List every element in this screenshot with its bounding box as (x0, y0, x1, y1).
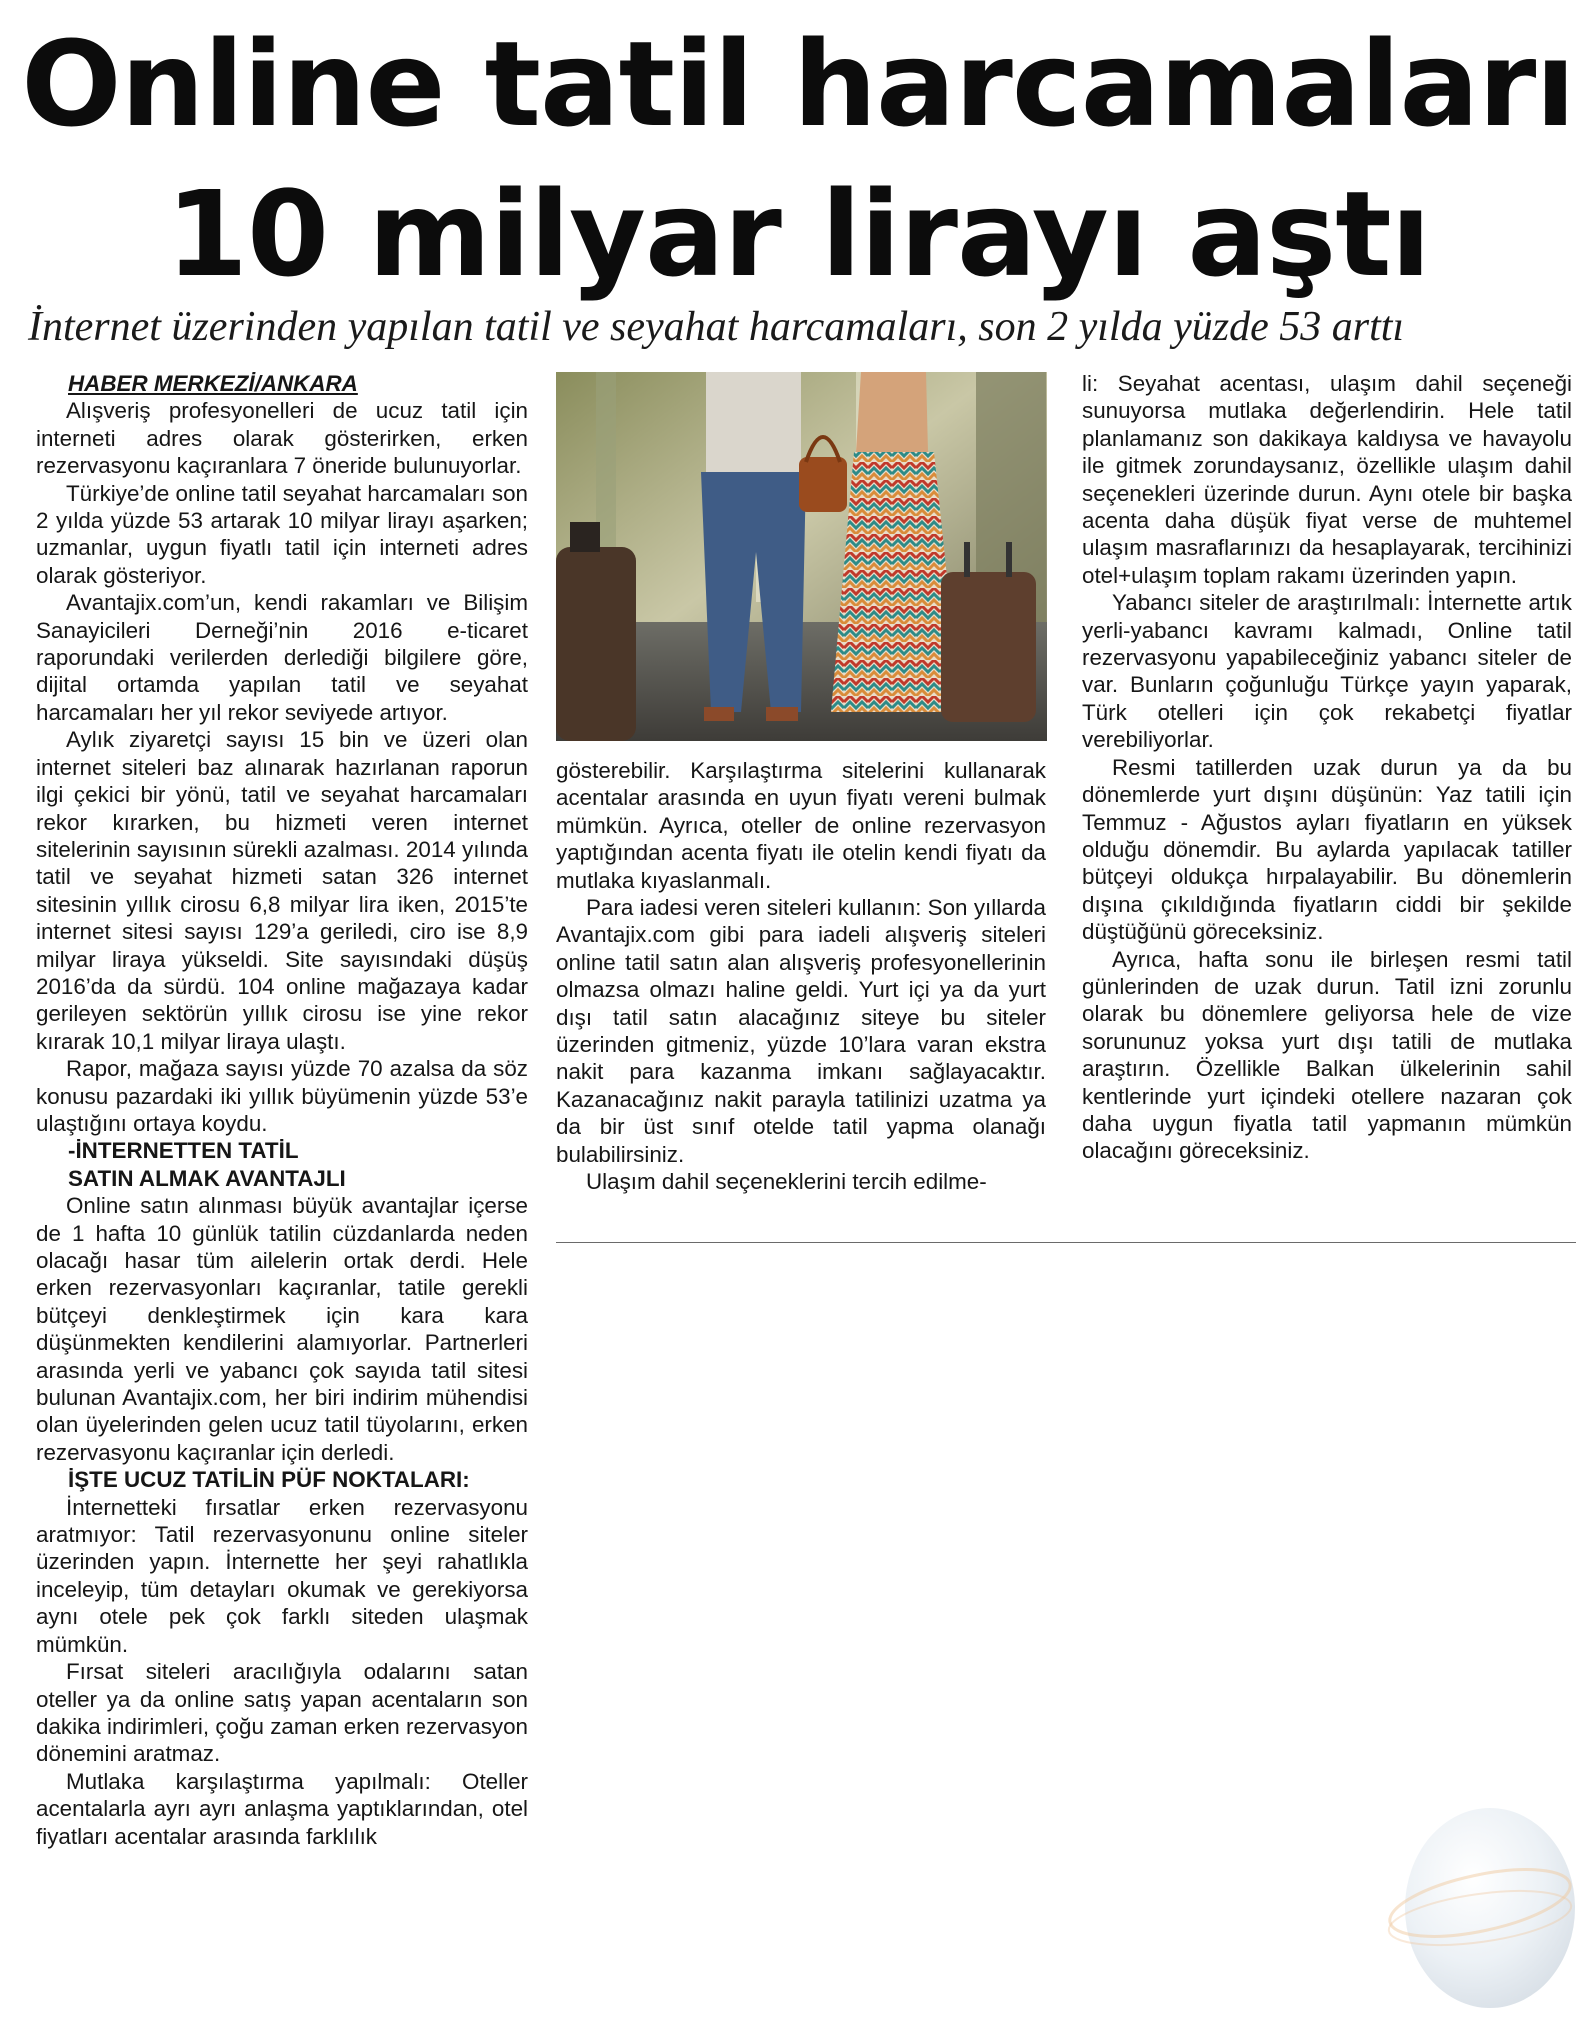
article-column-3 (1082, 370, 1572, 1165)
paragraph: Yabancı siteler de araştırılmalı: İnternette artık yerli-yabancı kavramı kalmadı, Online tatil rezervasyonu yapabileceğiniz yabancı siteler de var. Bunların çoğunluğu Türkçe yayın yaparak, Türk otelleri için çok rekabetçi fiyatlar verebiliyorlar. (1082, 590, 1572, 753)
byline: HABER MERKEZİ/ANKARA (68, 371, 358, 396)
headline-line-1: Online tatil harcamaları (21, 15, 1575, 153)
headline-line-2: 10 milyar lirayı aştı (165, 165, 1431, 303)
paragraph: Avantajix.com’un, kendi rakamları ve Bilişim Sanayicileri Derneği’nin 2016 e-ticaret raporundaki verilerden derlediği bilgilere göre, dijital ortamda yapılan tatil ve seyahat harcamaları her yıl rekor seviyede artıyor. (36, 590, 528, 725)
paragraph: Alışveriş profesyonelleri de ucuz tatil için interneti adres olarak gösterirken, erken rezervasyonu kaçıranlara 7 öneride bulunuyorlar. (36, 398, 528, 479)
article-column-2 (556, 757, 1046, 1196)
article-column-1 (36, 370, 528, 1850)
paragraph: gösterebilir. Karşılaştırma sitelerini kullanarak acentalar arasında en uyun fiyatı vereni bulmak mümkün. Ayrıca, oteller de online rezervasyon yaptığından acenta fiyatı ile otelin kendi fiyatı da mutlaka kıyaslanmalı. (556, 758, 1046, 893)
paragraph: Fırsat siteleri aracılığıyla odalarını satan oteller ya da online satış yapan acentaların son dakika indirimleri, çoğu zaman erken rezervasyon dönemini aratmaz. (36, 1659, 528, 1767)
paragraph: Para iadesi veren siteleri kullanın: Son yıllarda Avantajix.com gibi para iadeli alışveriş siteleri online tatil satın alan alışveriş profesyonellerinin olmazsa olmazı haline geldi. Yurt içi ya da yurt dışı tatil satın alacağınız siteye bu siteler üzerinden gitmeniz, yüzde 10’lara varan ekstra nakit para kazanma imkanı sağlayacaktır. Kazanacağınız nakit parayla tatilinizi uzatma ya da bir üst sınıf otelde tatil yapma olanağı bulabilirsiniz. (556, 895, 1046, 1167)
paragraph: Online satın alınması büyük avantajlar içerse de 1 hafta 10 günlük tatilin cüzdanlarda neden olacağı hasar tüm ailelerin ortak derdi. Hele erken rezervasyonları kaçıranlar, tatile gerekli bütçeyi denkleştirmek için kara kara düşünmekten kendilerini alamıyorlar. Partnerleri arasında yerli ve yabancı çok sayıda tatil sitesi bulunan Avantajix.com, her biri indirim mühendisi olan üyelerinden gelen ucuz tatil tüyolarını, erken rezervasyonu kaçıranlar için derledi. (36, 1193, 528, 1465)
travelers-with-suitcases-photo (556, 372, 1047, 741)
paragraph: İnternetteki fırsatlar erken rezervasyonu aratmıyor: Tatil rezervasyonunu online siteler üzerinden yapın. İnternette her şeyi rahatlıkla inceleyip, tüm detayları okumak ve gerekiyorsa aynı otele pek çok farklı siteden ulaşmak mümkün. (36, 1494, 528, 1657)
subheadline: İnternet üzerinden yapılan tatil ve seyahat harcamaları, son 2 yılda yüzde 53 arttı (28, 304, 1405, 350)
paragraph: Mutlaka karşılaştırma yapılmalı: Oteller acentalarla ayrı ayrı anlaşma yaptıklarından, otel fiyatları acentalar arasında farklılık (36, 1768, 528, 1849)
globe-watermark-icon (1385, 1798, 1575, 2018)
section-subheading: SATIN ALMAK AVANTAJLI (68, 1165, 346, 1191)
paragraph: Ayrıca, hafta sonu ile birleşen resmi tatil günlerinden de uzak durun. Tatil izni zorunlu olarak bu dönemlere geliyorsa hele de vize sorununuz yoksa yurt dışı tatili de mutlaka araştırın. Özellikle Balkan ülkelerinin sahil kentlerinde yurt içindeki otellere nazaran çok daha uygun fiyatla tatil yapmanın mümkün olacağını göreceksiniz. (1082, 946, 1572, 1164)
section-subheading: İŞTE UCUZ TATİLİN PÜF NOKTALARI: (68, 1467, 470, 1493)
column-end-divider (556, 1242, 1576, 1243)
paragraph: Türkiye’de online tatil seyahat harcamaları son 2 yılda yüzde 53 artarak 10 milyar lirayı aşarken; uzmanlar, uygun fiyatlı tatil için interneti adres olarak gösteriyor. (36, 480, 528, 588)
section-subheading: -İNTERNETTEN TATİL (68, 1138, 299, 1164)
paragraph: Resmi tatillerden uzak durun ya da bu dönemlerde yurt dışını düşünün: Yaz tatili için Temmuz - Ağustos ayları fiyatların en yüksek olduğu dönemdir. Bu aylarda yapılacak tatiller bütçeyi oldukça hırpalayabilir. Bu dönemlerin dışına çıkıldığında fiyatların ciddi bir şekilde düştüğünü göreceksiniz. (1082, 754, 1572, 945)
paragraph: Ulaşım dahil seçeneklerini tercih edilme- (586, 1169, 987, 1195)
paragraph: Rapor, mağaza sayısı yüzde 70 azalsa da söz konusu pazardaki iki yıllık büyümenin yüzde 53’e ulaştığını ortaya koydu. (36, 1056, 528, 1136)
paragraph: Aylık ziyaretçi sayısı 15 bin ve üzeri olan internet siteleri baz alınarak hazırlanan raporun ilgi çekici bir yönü, tatil ve seyahat harcamaları rekor kırarken, bu hizmeti veren internet sitelerinin sayısının sürekli azalması. 2014 yılında tatil ve seyahat hizmeti satan 326 internet sitesinin yıllık cirosu 6,8 milyar lira iken, 2015’te internet sitesi sayısı 129’a geriledi, ciro ise 8,9 milyar liraya yükseldi. Site sayısındaki düşüş 2016’da da sürdü. 104 online mağazaya kadar gerileyen sektörün yıllık cirosu ise yine rekor kırarak 10,1 milyar liraya ulaştı. (36, 727, 528, 1054)
paragraph: li: Seyahat acentası, ulaşım dahil seçeneği sunuyorsa mutlaka değerlendirin. Hele tatil planlamanız son dakikaya kaldıysa ve havayolu ile gitmek zorundaysanız, özellikle ulaşım dahil seçenekleri üzerinde durun. Aynı otele bir başka acenta daha düşük fiyat verse de muhtemel ulaşım masraflarınızı da hesaplayarak, tercihinizi otel+ulaşım toplam rakamı üzerinden yapın. (1082, 371, 1572, 588)
